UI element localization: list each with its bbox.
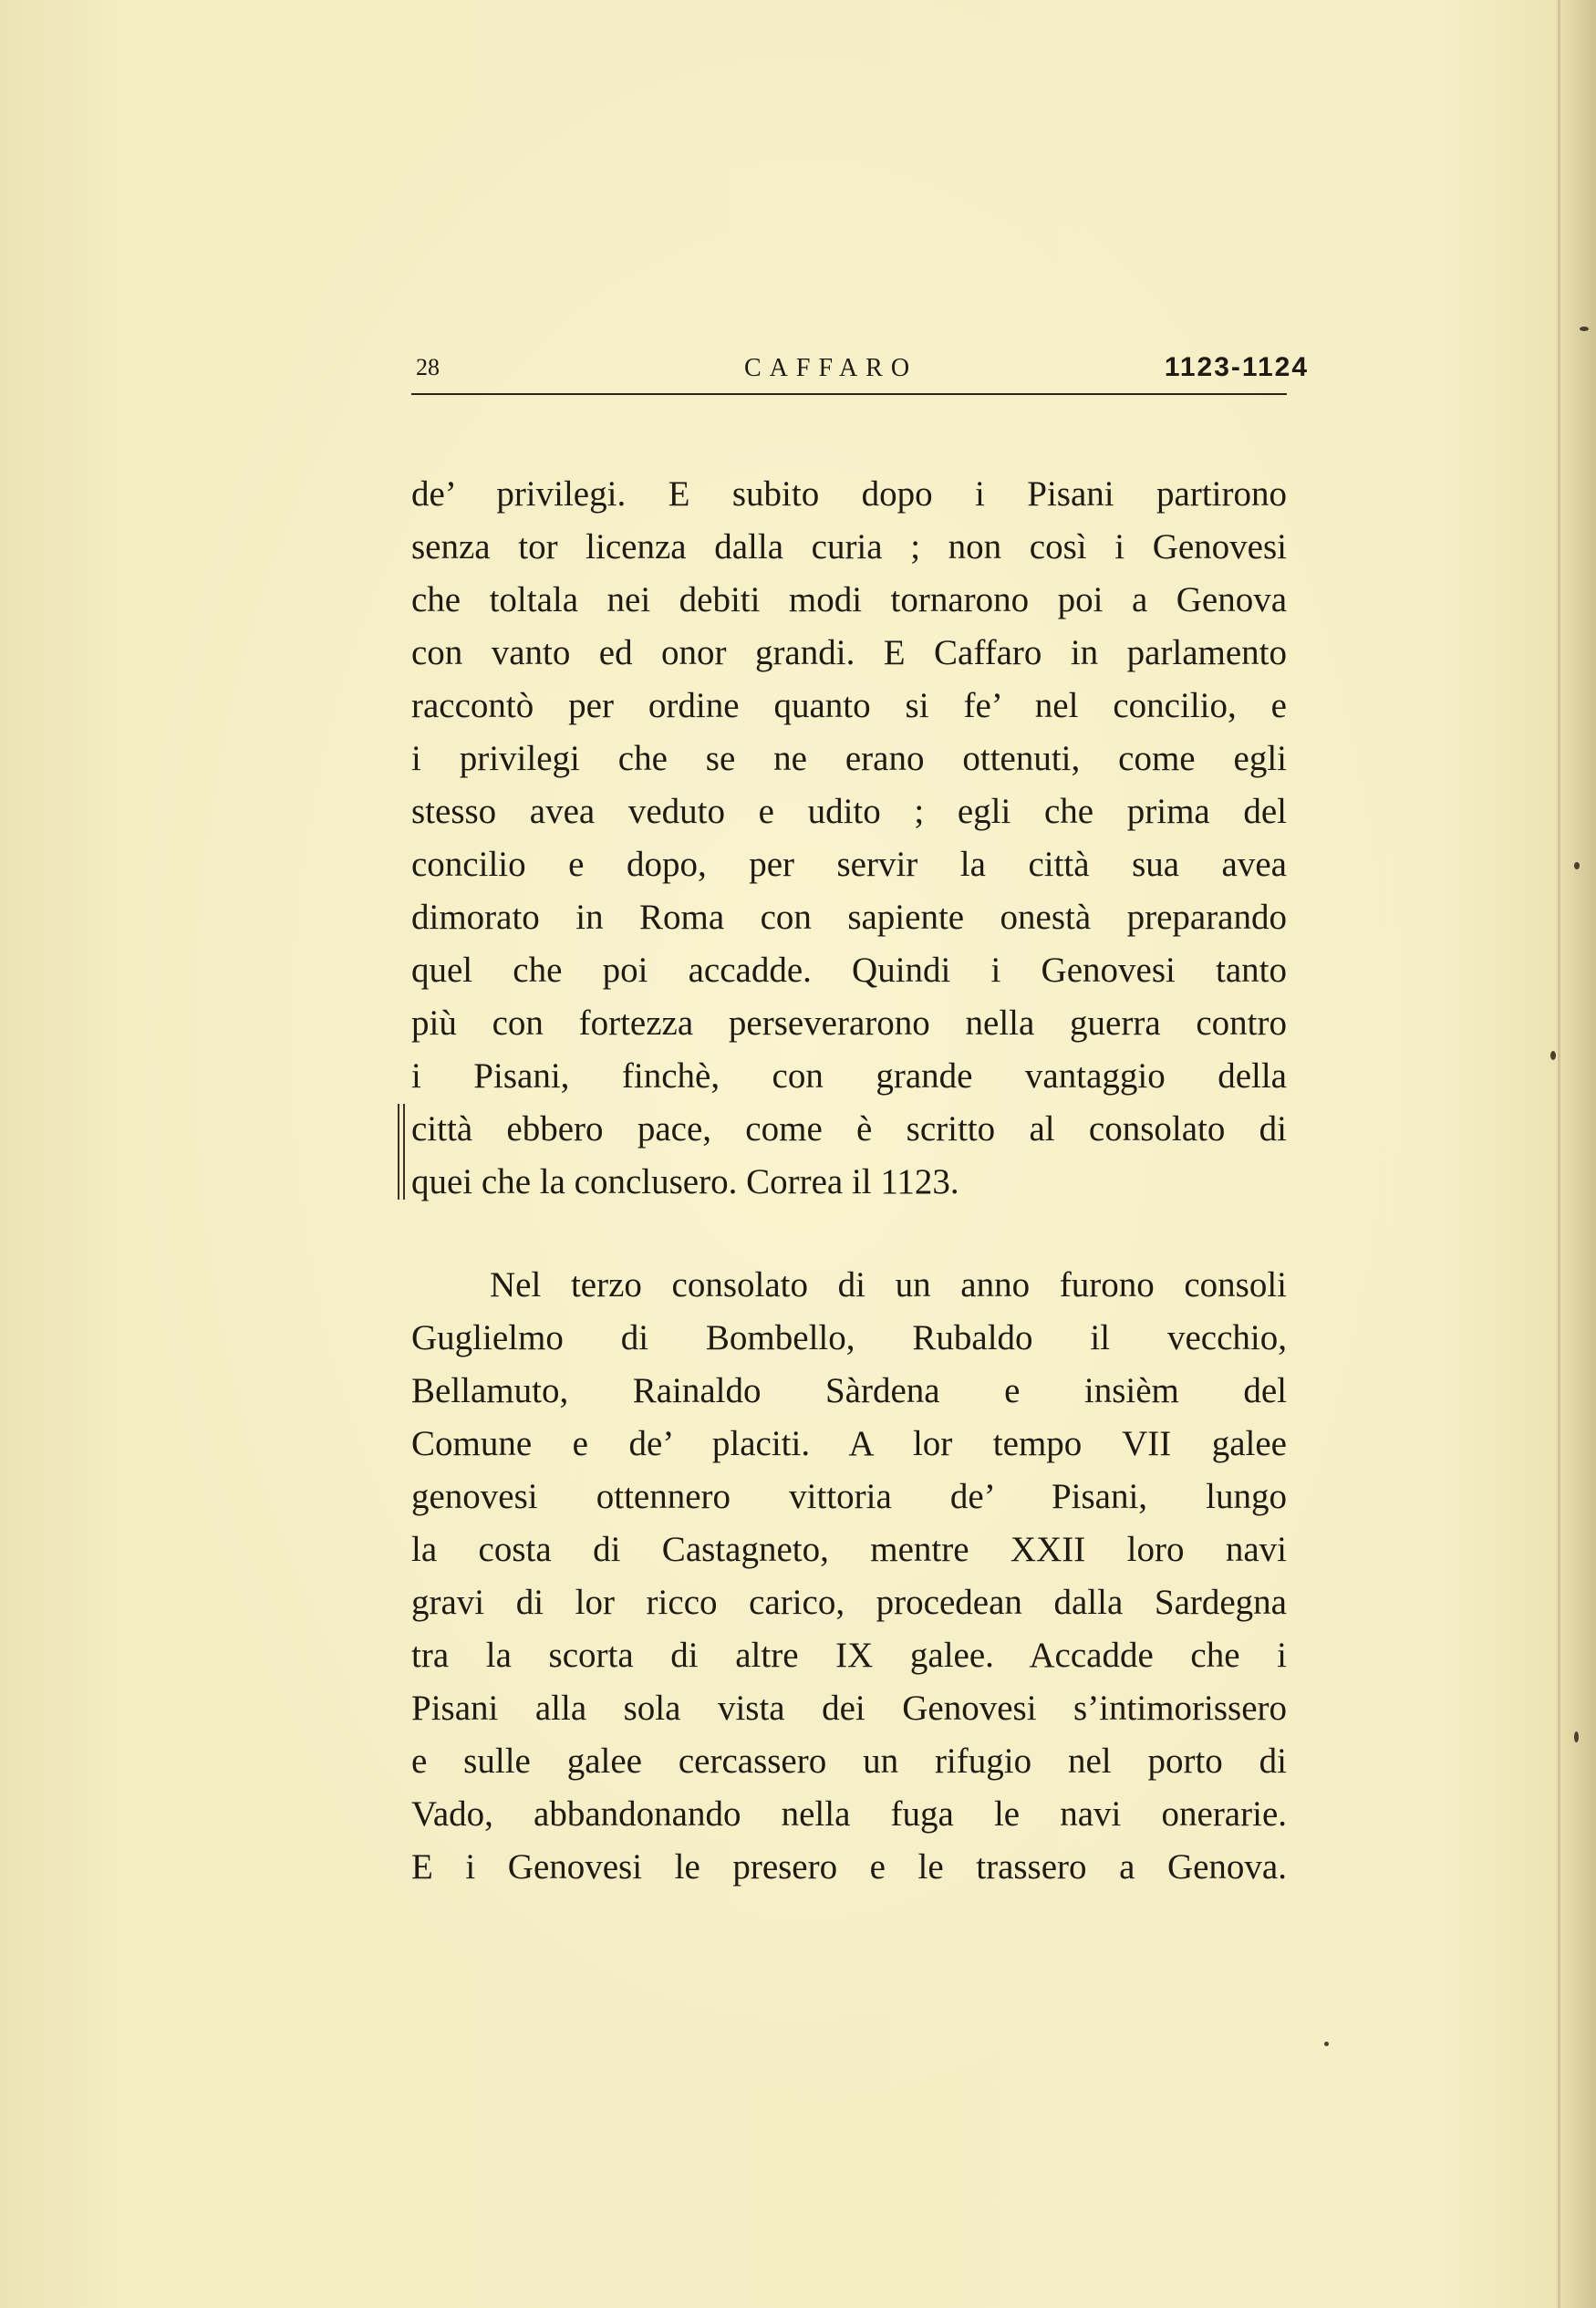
paper-speck — [1580, 327, 1589, 331]
header-rule — [411, 393, 1287, 395]
text-line: senza tor licenza dalla curia ; non così i Genovesi — [411, 527, 1287, 567]
text-line: dimorato in Roma con sapiente onestà preparando — [411, 898, 1287, 937]
text-line: Guglielmo di Bombello, Rubaldo il vecchio, — [411, 1318, 1287, 1357]
running-head — [411, 348, 1309, 394]
text-line: con vanto ed onor grandi. E Caffaro in parlamento — [411, 633, 1287, 672]
text-line: che toltala nei debiti modi tornarono poi a Genova — [411, 580, 1287, 619]
text-line: Pisani alla sola vista dei Genovesi s’intimorissero — [411, 1689, 1287, 1728]
paragraph-2 — [411, 1259, 1287, 1894]
text-line: concilio e dopo, per servir la città sua avea — [411, 845, 1287, 884]
text-line: i Pisani, finchè, con grande vantaggio della — [411, 1056, 1287, 1096]
text-line: E i Genovesi le presero e le trassero a Genova. — [411, 1847, 1287, 1887]
text-line: de’ privilegi. E subito dopo i Pisani partirono — [411, 474, 1287, 514]
running-years: 1123-1124 — [1164, 352, 1309, 382]
page-edge-line — [1558, 0, 1560, 2308]
text-line: gravi di lor ricco carico, procedean dalla Sardegna — [411, 1583, 1287, 1622]
running-title: CAFFARO — [744, 354, 918, 382]
paragraph-1 — [411, 468, 1287, 1209]
text-line: Vado, abbandonando nella fuga le navi onerarie. — [411, 1794, 1287, 1834]
paper-speck — [1324, 2042, 1329, 2046]
text-line: tra la scorta di altre IX galee. Accadde che i — [411, 1636, 1287, 1675]
text-line: Nel terzo consolato di un anno furono consoli — [490, 1265, 1287, 1305]
text-line: i privilegi che se ne erano ottenuti, come egli — [411, 739, 1287, 778]
text-line: quei che la conclusero. Correa il 1123. — [411, 1162, 959, 1201]
paper-speck — [1574, 1731, 1579, 1742]
text-line: e sulle galee cercassero un rifugio nel porto di — [411, 1741, 1287, 1781]
text-line: Comune e de’ placiti. A lor tempo VII galee — [411, 1424, 1287, 1463]
text-line: raccontò per ordine quanto si fe’ nel concilio, e — [411, 686, 1287, 725]
text-line: genovesi ottennero vittoria de’ Pisani, lungo — [411, 1477, 1287, 1516]
text-line: la costa di Castagneto, mentre XXII loro navi — [411, 1530, 1287, 1569]
text-line: stesso avea veduto e udito ; egli che prima del — [411, 792, 1287, 831]
margin-mark — [398, 1104, 405, 1200]
text-line: quel che poi accadde. Quindi i Genovesi tanto — [411, 951, 1287, 990]
text-line: più con fortezza perseverarono nella guerra contro — [411, 1003, 1287, 1043]
page-number: 28 — [416, 354, 440, 380]
text-line: Bellamuto, Rainaldo Sàrdena e insièm del — [411, 1371, 1287, 1410]
text-line: città ebbero pace, come è scritto al consolato di — [411, 1109, 1287, 1149]
paper-speck — [1574, 862, 1580, 869]
paper-speck — [1550, 1051, 1556, 1060]
